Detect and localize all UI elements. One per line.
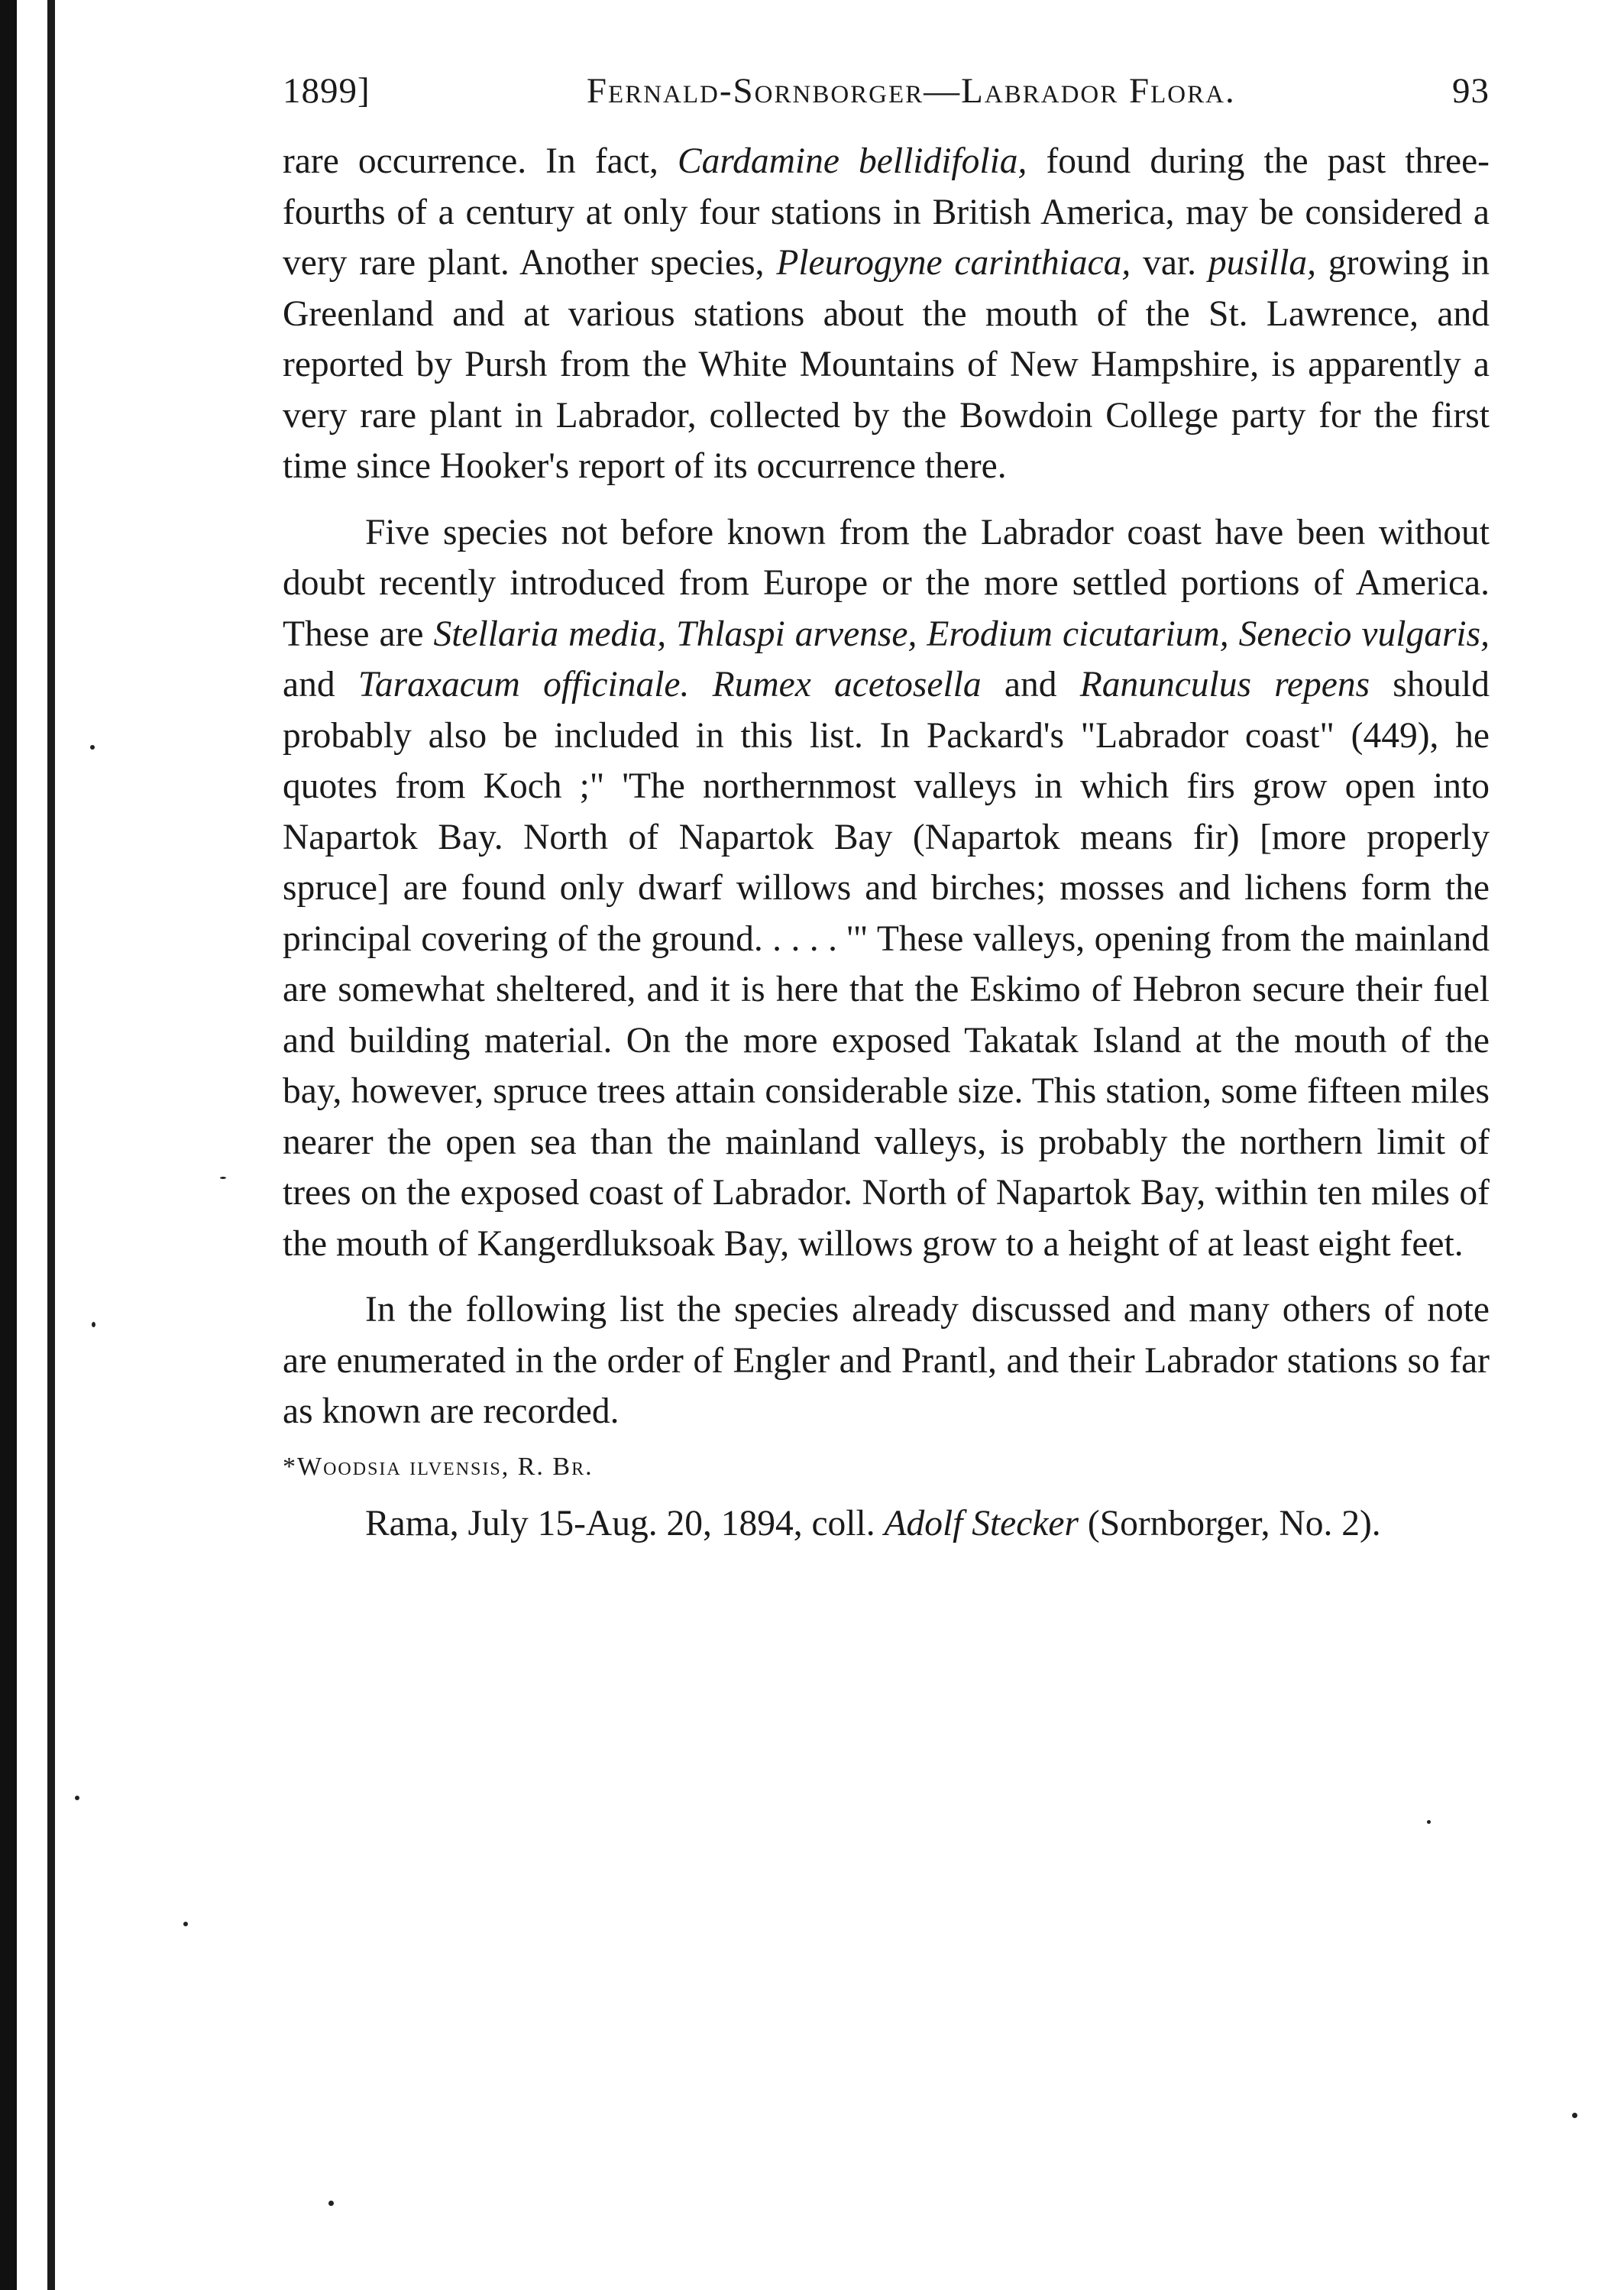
italic-text: pusilla,: [1208, 243, 1317, 283]
text-run: should probably also be included in this list. In Packard's "Labrador coast" (449), he quotes from Koch ;" 'The northernmost valleys in which firs grow open into Napartok Bay. North of Napartok Bay (Napartok means fir) [more properly spruce] are found only dwarf willows and birches; mosses and lichens form the principal covering of the ground. . . . . '" These valleys, opening from the mainland are somewhat sheltered, and it is here that the Eskimo of Hebron secure their fuel and building material. On the more exposed Takatak Island at the mouth of the bay, however, spruce trees attain considerable size. This station, some fifteen miles nearer the open sea than the mainland valleys, is probably the northern limit of trees on the exposed coast of Labrador. North of Napartok Bay, within ten miles of the mouth of Kangerdluksoak Bay, willows grow to a height of at least eight feet.: [283, 665, 1490, 1264]
paragraph: [283, 507, 1490, 1270]
text-run: growing in Greenland and at various stations about the mouth of the St. Lawrence, and reported by Pursh from the White Mountains of New Hampshire, is apparently a very rare plant in Labrador, collected by the Bowdoin College party for the first time since Hooker's report of its occurrence there.: [283, 243, 1490, 486]
header-year: 1899]: [283, 71, 370, 111]
species-heading: *Woodsia ilvensis, R. Br.: [283, 1452, 594, 1481]
text-run: var.: [1131, 243, 1208, 283]
italic-text: Pleurogyne carinthiaca,: [776, 243, 1131, 283]
header-title: Fernald-Sornborger—Labrador Flora.: [586, 71, 1236, 111]
scan-speck: [220, 1177, 226, 1179]
text-run: Rama, July 15-Aug. 20, 1894, coll.: [365, 1503, 885, 1543]
italic-text: Ranunculus repens: [1079, 665, 1370, 704]
paragraph-gap: [283, 1269, 1490, 1284]
scan-speck: [1427, 1820, 1431, 1824]
text-run: Five species not before known from the Labrador coast have been without doubt recently introduced from Europe or the more settled portions of America. These are: [283, 512, 1490, 654]
text-run: In the following list the species already discussed and many others of note are enumerated in the order of Engler and Prantl, and their Labrador stations so far as known are recorded.: [283, 1290, 1490, 1431]
page-number: 93: [1451, 71, 1490, 111]
scan-margin-line: [47, 0, 55, 2290]
scan-speck: [1572, 2113, 1577, 2118]
scan-binding-edge: [0, 0, 17, 2290]
scan-speck: [183, 1922, 188, 1926]
italic-text: Taraxacum officinale. Rumex acetosella: [357, 665, 982, 704]
scan-speck: [75, 1796, 79, 1800]
scan-speck: [92, 1322, 95, 1327]
italic-text: Stellaria media, Thlaspi arvense, Erodium cicutarium, Senecio vulgaris,: [433, 614, 1490, 654]
text-run: found during the past three-fourths of a century at only four stations in British America, may be considered a very rare plant. Another species,: [283, 141, 1490, 283]
scan-speck: [328, 2201, 334, 2206]
book-page: [283, 70, 1490, 1549]
paragraph: [283, 1284, 1490, 1437]
text-run: and: [283, 665, 358, 704]
text-run: and: [981, 665, 1080, 704]
text-run: (Sornborger, No. 2).: [1079, 1503, 1381, 1543]
paragraph-gap: [283, 492, 1490, 507]
collection-record: [283, 1498, 1490, 1550]
italic-text: Adolf Stecker: [884, 1503, 1079, 1543]
paragraph: [283, 136, 1490, 492]
running-header: [283, 70, 1490, 112]
italic-text: Cardamine bellidifolia,: [677, 141, 1027, 181]
scan-speck: [90, 745, 95, 750]
text-run: rare occurrence. In fact,: [283, 141, 678, 181]
body-text: [283, 136, 1490, 1437]
